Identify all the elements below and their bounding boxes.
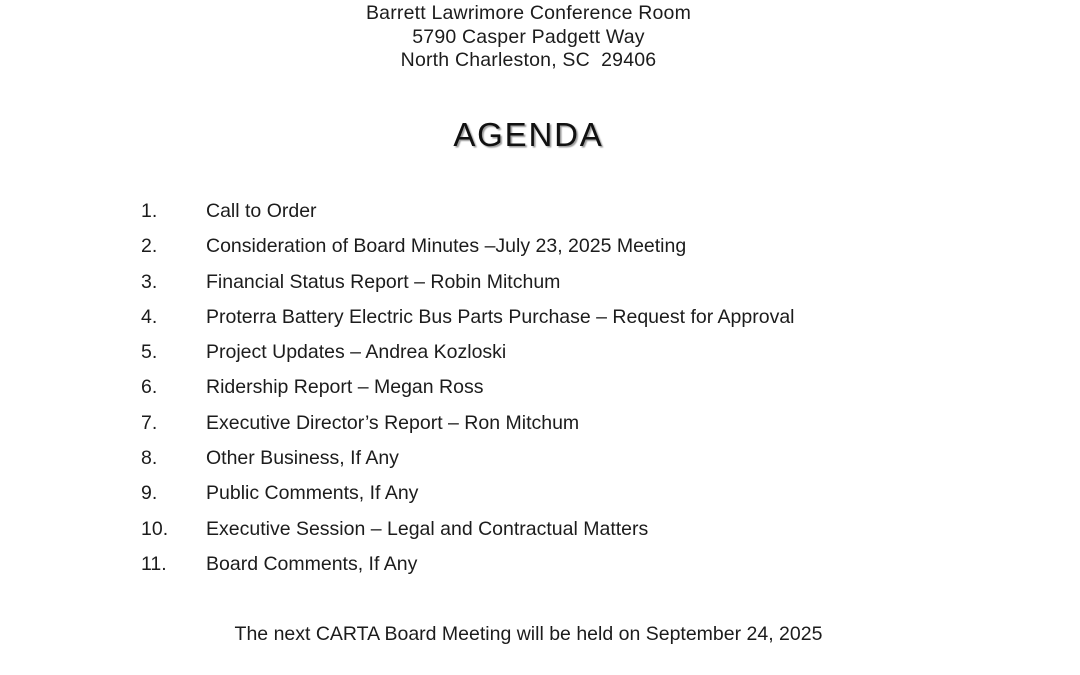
list-item-label: Consideration of Board Minutes –July 23, 2025 Meeting	[206, 235, 687, 258]
street-address: 5790 Casper Padgett Way	[412, 25, 645, 48]
list-item	[141, 340, 961, 375]
list-item-number: 4.	[141, 305, 158, 328]
venue-name: Barrett Lawrimore Conference Room	[365, 2, 692, 24]
list-item-number: 10.	[141, 517, 169, 540]
page-title: AGENDA	[453, 116, 604, 153]
list-item-number: 1.	[141, 200, 158, 222]
page-title-container	[0, 116, 1057, 154]
list-item-label: Board Comments, If Any	[206, 552, 418, 575]
meeting-location-header	[0, 2, 1057, 73]
list-item-number: 6.	[141, 376, 158, 399]
list-item-label: Call to Order	[206, 200, 317, 222]
list-item	[141, 234, 961, 269]
list-item	[141, 305, 961, 340]
list-item	[141, 270, 961, 305]
list-item-number: 11.	[141, 552, 167, 575]
list-item-number: 9.	[141, 482, 158, 505]
list-item	[141, 375, 961, 410]
list-item	[141, 517, 961, 552]
list-item	[141, 481, 961, 516]
list-item	[141, 552, 961, 587]
list-item	[141, 446, 961, 481]
list-item-number: 5.	[141, 341, 158, 364]
list-item	[141, 411, 961, 446]
list-item-label: Executive Session – Legal and Contractual Matters	[206, 517, 649, 540]
list-item-label: Ridership Report – Megan Ross	[206, 376, 484, 399]
list-item-label: Proterra Battery Electric Bus Parts Purchase – Request for Approval	[206, 305, 795, 328]
list-item	[141, 199, 961, 234]
next-meeting-note: The next CARTA Board Meeting will be held on September 24, 2025	[234, 623, 823, 645]
list-item-label: Executive Director’s Report – Ron Mitchum	[206, 411, 580, 434]
list-item-label: Other Business, If Any	[206, 447, 399, 470]
city-state-zip: North Charleston, SC 29406	[400, 49, 657, 71]
list-item-label: Project Updates – Andrea Kozloski	[206, 341, 507, 364]
list-item-label: Public Comments, If Any	[206, 482, 419, 505]
list-item-number: 8.	[141, 447, 158, 470]
list-item-number: 3.	[141, 270, 158, 293]
list-item-number: 2.	[141, 235, 158, 258]
list-item-number: 7.	[141, 411, 158, 434]
list-item-label: Financial Status Report – Robin Mitchum	[206, 270, 561, 293]
agenda-item-list	[141, 199, 961, 587]
